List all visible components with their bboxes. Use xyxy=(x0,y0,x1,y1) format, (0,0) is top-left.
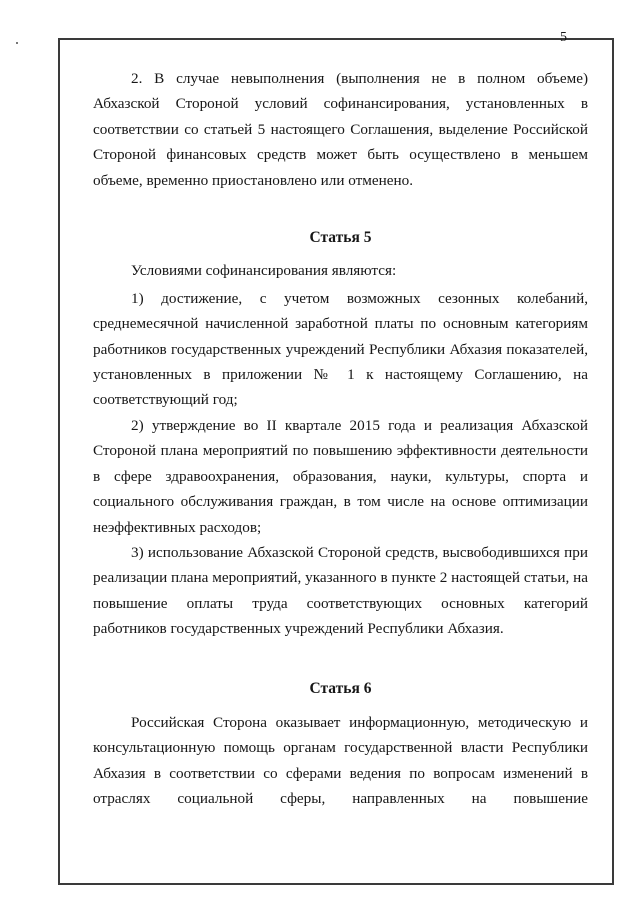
article-5-item-1: 1) достижение, с учетом возможных сезонных колебаний, среднемесячной начисленной заработной платы по основным категориям работников государственных учреждений Республики Абхазия показателей, установленных в приложении № 1 к настоящему Соглашению, на соответствующий год; xyxy=(93,289,588,409)
article-6-paragraph: Российская Сторона оказывает информационную, методическую и консультационную помощь органам государственной власти Республики Абхазия в соответствии со сферами ведения по вопросам изменений в отраслях социальной сферы, направленных на повышение xyxy=(93,713,588,808)
scan-artifact-dot xyxy=(16,42,18,44)
article-5-title: Статья 5 xyxy=(309,229,372,247)
article-5-item-3: 3) использование Абхазской Стороной средств, высвободившихся при реализации плана мероприятий, указанного в пункте 2 настоящей статьи, на повышение оплаты труда соответствующих основных категорий работников государственных учреждений Республики Абхазия. xyxy=(93,543,588,638)
article-6-title: Статья 6 xyxy=(309,679,372,697)
paragraph-sanctions: 2. В случае невыполнения (выполнения не в полном объеме) Абхазской Стороной условий софинансирования, установленных в соответствии со статьей 5 настоящего Соглашения, выделение Российской Стороной финансовых средств может быть осуществлено в меньшем объеме, временно приостановлено или отменено. xyxy=(93,70,588,189)
article-5-intro: Условиями софинансирования являются: xyxy=(131,262,397,280)
document-body xyxy=(93,66,588,812)
article-5-item-2: 2) утверждение во II квартале 2015 года и реализация Абхазской Стороной плана мероприятий по повышению эффективности деятельности в сфере здравоохранения, образования, науки, культуры, спорта и социального обслуживания граждан, в том числе на основе оптимизации неэффективных расходов; xyxy=(93,416,588,536)
page-number: 5 xyxy=(560,30,567,45)
